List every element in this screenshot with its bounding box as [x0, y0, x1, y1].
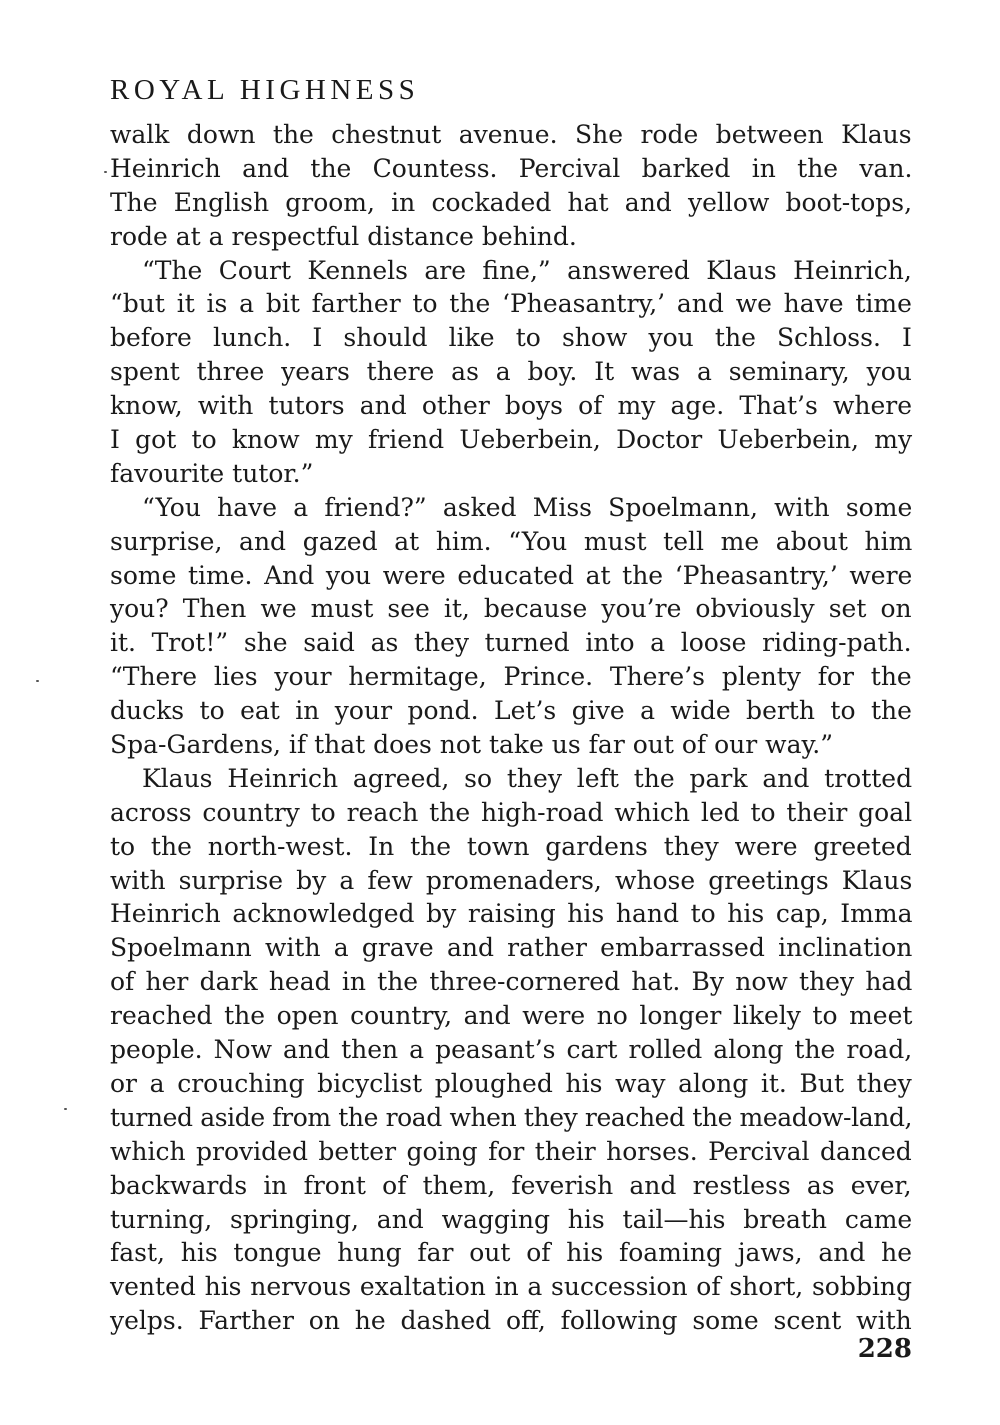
text-line: “There lies your hermitage, Prince. There’s plenty for the	[110, 662, 912, 692]
text-line: backwards in front of them, feverish and restless as ever,	[110, 1170, 912, 1200]
text-line: yelps. Farther on he dashed off, following some scent with	[110, 1306, 912, 1336]
text-line: of her dark head in the three-cornered hat. By now they had	[110, 967, 913, 997]
text-line: ducks to eat in your pond. Let’s give a wide berth to the	[110, 696, 912, 726]
paragraph-2	[110, 254, 912, 491]
body-text	[110, 118, 912, 1338]
text-line: some time. And you were educated at the ‘Pheasantry,’ were	[110, 560, 913, 590]
scan-speck	[36, 680, 39, 682]
text-line: I got to know my friend Ueberbein, Doctor Ueberbein, my	[110, 425, 913, 455]
text-line: The English groom, in cockaded hat and yellow boot-tops,	[110, 187, 913, 217]
text-line: turning, springing, and wagging his tail—his breath came	[110, 1204, 913, 1234]
text-line: know, with tutors and other boys of my age. That’s where	[110, 391, 913, 421]
text-line: you? Then we must see it, because you’re obviously set on	[110, 594, 912, 624]
text-line: Spoelmann with a grave and rather embarrassed inclination	[110, 933, 913, 963]
text-line: vented his nervous exaltation in a succession of short, sobbing	[110, 1272, 912, 1302]
text-line: “You have a friend?” asked Miss Spoelmann, with some	[142, 492, 913, 522]
page-number: 228	[857, 1334, 912, 1364]
text-line: favourite tutor.”	[110, 458, 314, 488]
text-line: across country to reach the high-road which led to their goal	[110, 797, 913, 827]
text-line: surprise, and gazed at him. “You must tell me about him	[110, 526, 913, 556]
text-line: reached the open country, and were no longer likely to meet	[110, 1001, 913, 1031]
paragraph-3	[110, 491, 912, 762]
paragraph-4	[110, 762, 912, 1338]
text-line: Heinrich and the Countess. Percival barked in the van.	[110, 153, 913, 183]
text-line: with surprise by a few promenaders, whose greetings Klaus	[110, 865, 913, 895]
text-line: “The Court Kennels are fine,” answered Klaus Heinrich,	[142, 255, 912, 285]
text-line: fast, his tongue hung far out of his foaming jaws, and he	[110, 1238, 913, 1268]
text-line: which provided better going for their horses. Percival danced	[110, 1136, 912, 1166]
book-page	[110, 72, 913, 1364]
text-line: it. Trot!” she said as they turned into a loose riding-path.	[110, 628, 912, 658]
text-line: turned aside from the road when they reached the meadow-land,	[110, 1102, 913, 1132]
text-line: spent three years there as a boy. It was a seminary, you	[110, 357, 912, 387]
text-line: Heinrich acknowledged by raising his hand to his cap, Imma	[110, 899, 913, 929]
text-line: walk down the chestnut avenue. She rode between Klaus	[110, 120, 912, 149]
running-head: ROYAL HIGHNESS	[110, 74, 420, 106]
text-line: before lunch. I should like to show you the Schloss. I	[110, 323, 912, 353]
text-line: Klaus Heinrich agreed, so they left the park and trotted	[142, 763, 913, 793]
text-line: rode at a respectful distance behind.	[110, 221, 577, 251]
text-line: “but it is a bit farther to the ‘Pheasantry,’ and we have time	[110, 289, 912, 319]
scan-speck	[64, 1108, 67, 1110]
text-line: or a crouching bicyclist ploughed his way along it. But they	[110, 1068, 912, 1098]
text-line: to the north-west. In the town gardens they were greeted	[110, 831, 912, 861]
scan-speck	[104, 171, 107, 173]
text-line: Spa-Gardens, if that does not take us far out of our way.”	[110, 730, 833, 760]
text-line: people. Now and then a peasant’s cart rolled along the road,	[110, 1035, 913, 1065]
paragraph-1	[110, 118, 912, 254]
